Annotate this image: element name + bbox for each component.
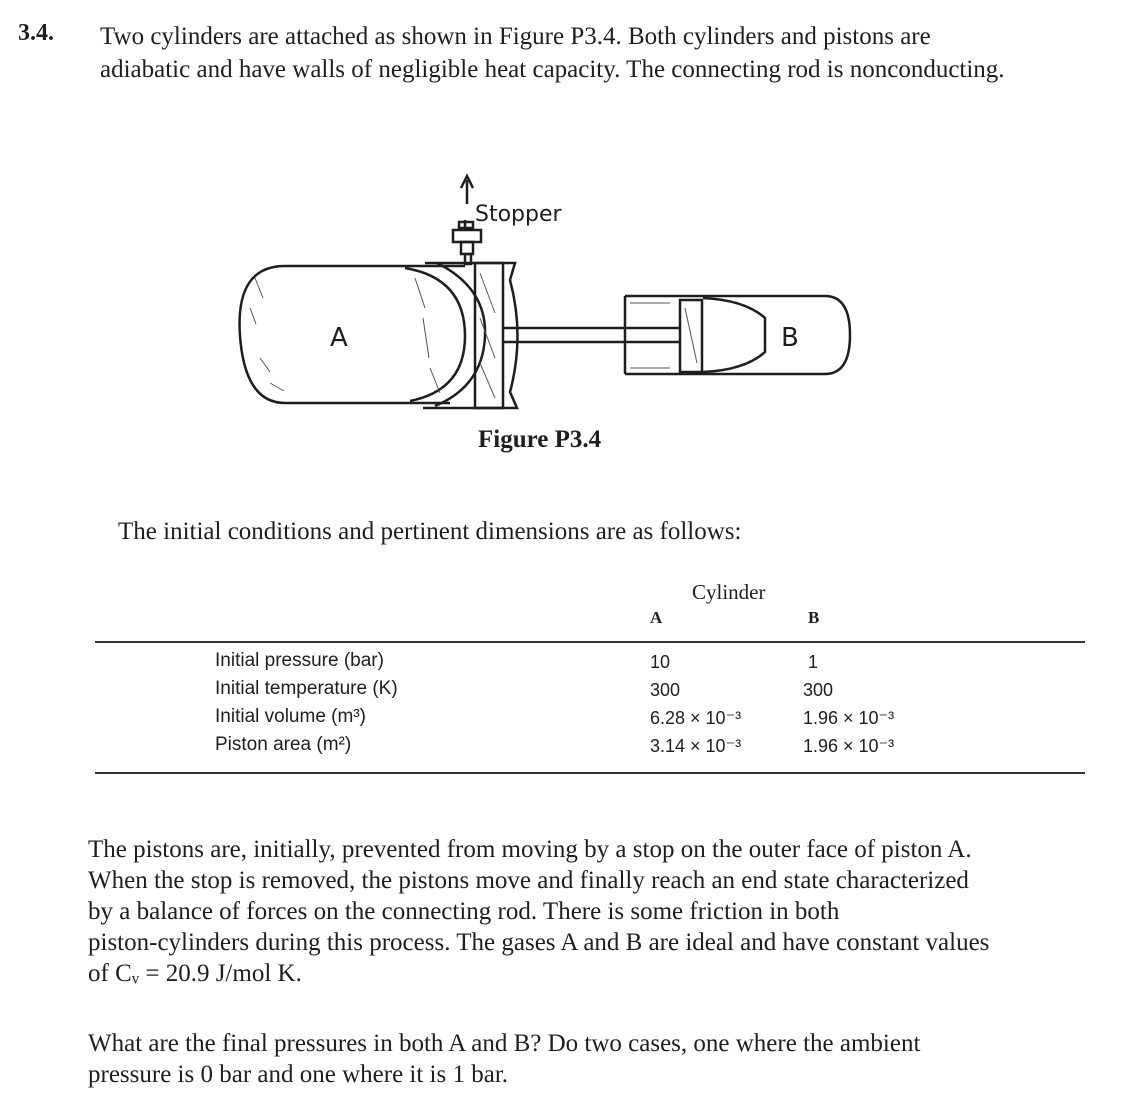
para1-line-5: of Cᵥ = 20.9 J/mol K. — [88, 960, 302, 987]
paragraph-description — [88, 834, 1084, 989]
column-header-b: B — [808, 608, 820, 627]
column-header-a: A — [650, 608, 663, 627]
para1-line-3: by a balance of forces on the connecting rod. There is some friction in both — [88, 898, 840, 925]
table-bottom-rule — [95, 772, 1085, 774]
para2-line-2: pressure is 0 bar and one where it is 1 bar. — [88, 1061, 509, 1088]
para1-line-2: When the stop is removed, the pistons move and finally reach an end state characterized — [88, 867, 969, 894]
para1-line-1: The pistons are, initially, prevented from moving by a stop on the outer face of piston A. — [88, 836, 972, 863]
piston-a — [475, 263, 503, 408]
problem-number: 3.4. — [18, 20, 54, 46]
row-label-volume: Initial volume (m³) — [215, 706, 366, 727]
cell-a-temperature: 300 — [650, 680, 681, 700]
conditions-intro: The initial conditions and pertinent dimensions are as follows: — [118, 518, 742, 545]
problem-intro — [100, 20, 1105, 86]
cylinder-a-end — [240, 266, 285, 403]
intro-line-2: adiabatic and have walls of negligible heat capacity. The connecting rod is nonconducting. — [100, 56, 1005, 83]
cylinder-a-label: A — [330, 323, 348, 353]
cell-a-volume: 6.28 × 10⁻³ — [650, 708, 742, 728]
row-label-piston-area: Piston area (m²) — [215, 734, 352, 755]
figure-caption: Figure P3.4 — [478, 426, 602, 453]
row-label-pressure: Initial pressure (bar) — [215, 650, 384, 671]
cylinder-b-label: B — [781, 323, 799, 353]
table-group-header: Cylinder — [692, 580, 766, 604]
cell-b-piston-area: 1.96 × 10⁻³ — [803, 736, 895, 756]
paragraph-question — [88, 1028, 1084, 1090]
cell-a-piston-area: 3.14 × 10⁻³ — [650, 736, 742, 756]
cell-b-temperature: 300 — [803, 680, 834, 700]
cylinder-b-end — [825, 296, 850, 374]
figure-p3-4 — [225, 168, 855, 428]
intro-line-1: Two cylinders are attached as shown in Figure P3.4. Both cylinders and pistons are — [100, 23, 931, 50]
cell-b-pressure: 1 — [808, 652, 819, 672]
cell-b-volume: 1.96 × 10⁻³ — [803, 708, 895, 728]
para1-line-4: piston-cylinders during this process. The gases A and B are ideal and have constant values — [88, 929, 990, 956]
row-label-temperature: Initial temperature (K) — [215, 678, 398, 699]
stopper-label: Stopper — [475, 202, 562, 227]
cell-a-pressure: 10 — [650, 652, 671, 672]
table-top-rule — [95, 641, 1085, 643]
para2-line-1: What are the final pressures in both A and B? Do two cases, one where the ambient — [88, 1030, 921, 1057]
